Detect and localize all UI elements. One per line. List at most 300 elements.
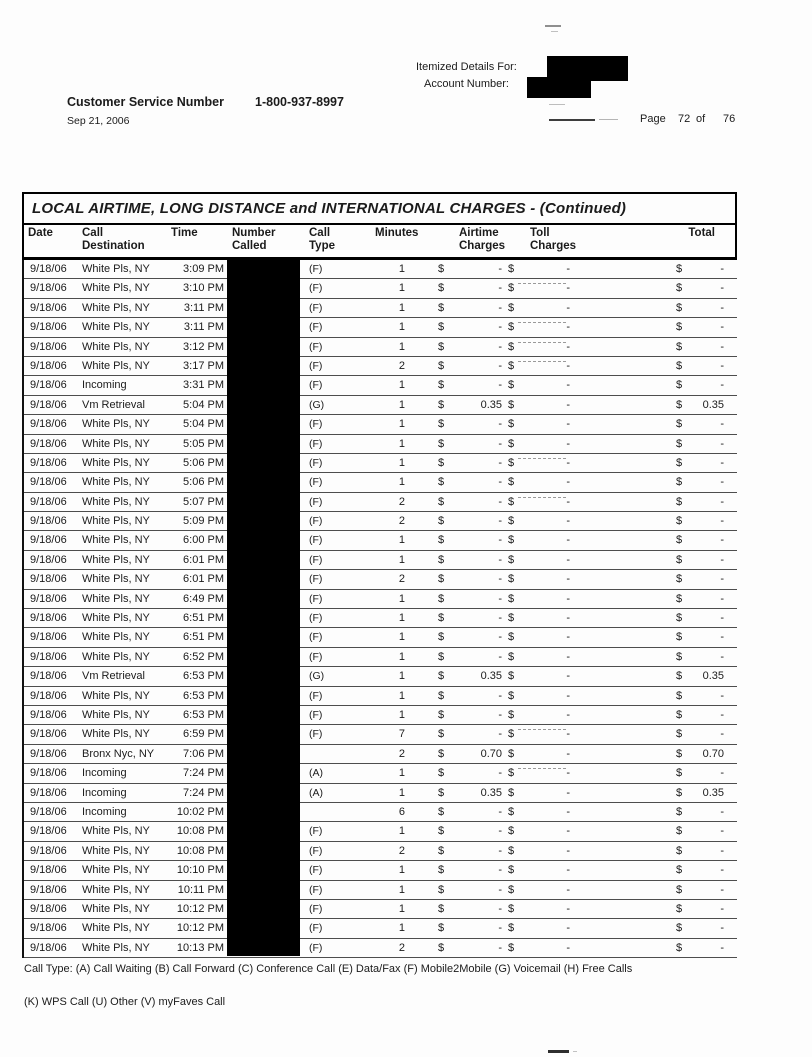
cell-date: 9/18/06 (30, 282, 67, 295)
table-row (24, 745, 737, 764)
cell-total: - (720, 534, 724, 547)
cell-call-type: (F) (309, 612, 323, 625)
cell-call-destination: White Pls, NY (82, 340, 150, 353)
table-row (24, 667, 737, 686)
cell-airtime-charges: - (498, 495, 502, 508)
cell-toll-currency: $ (508, 592, 515, 605)
cell-date: 9/18/06 (30, 864, 67, 877)
table-row (24, 628, 737, 647)
table-row (24, 590, 737, 609)
cell-total: - (720, 941, 724, 954)
cell-toll-charges: - (566, 670, 570, 683)
cell-date: 9/18/06 (30, 553, 67, 566)
cell-airtime-charges: - (498, 321, 502, 334)
itemized-details-label: Itemized Details For: (416, 61, 517, 73)
cell-total-currency: $ (676, 495, 683, 508)
cell-airtime-currency: $ (438, 747, 445, 760)
cell-call-destination: White Pls, NY (82, 883, 150, 896)
cell-call-destination: White Pls, NY (82, 825, 150, 838)
cell-airtime-charges: - (498, 437, 502, 450)
cell-total: 0.35 (702, 786, 724, 799)
cell-total-currency: $ (676, 728, 683, 741)
cell-total: - (720, 922, 724, 935)
cell-call-destination: Incoming (82, 767, 127, 780)
cell-airtime-currency: $ (438, 689, 445, 702)
table-row (24, 338, 737, 357)
table-row (24, 842, 737, 861)
cell-toll-currency: $ (508, 689, 515, 702)
cell-call-destination: White Pls, NY (82, 359, 150, 372)
cell-toll-currency: $ (508, 670, 515, 683)
cell-minutes: 7 (398, 728, 405, 741)
col-header-number-called: Number Called (232, 227, 276, 252)
cell-minutes: 1 (398, 864, 405, 877)
page-number: 72 (678, 113, 691, 125)
scan-artifact (518, 322, 566, 323)
cell-total: - (720, 321, 724, 334)
table-row (24, 415, 737, 434)
table-title: LOCAL AIRTIME, LONG DISTANCE and INTERNATIONAL CHARGES - (Continued) (24, 194, 735, 225)
cell-date: 9/18/06 (30, 612, 67, 625)
cell-toll-charges: - (566, 379, 570, 392)
cell-total: - (720, 573, 724, 586)
cell-total-currency: $ (676, 379, 683, 392)
cell-call-type: (F) (309, 476, 323, 489)
cell-call-destination: White Pls, NY (82, 612, 150, 625)
cell-toll-charges: - (566, 359, 570, 372)
cell-total-currency: $ (676, 689, 683, 702)
scan-artifact (599, 119, 618, 120)
cell-time: 3:11 PM (183, 301, 224, 314)
cell-toll-charges: - (566, 786, 570, 799)
cell-toll-currency: $ (508, 708, 515, 721)
cell-toll-currency: $ (508, 437, 515, 450)
cell-airtime-currency: $ (438, 301, 445, 314)
table-row (24, 570, 737, 589)
cell-date: 9/18/06 (30, 941, 67, 954)
cell-toll-charges: - (566, 495, 570, 508)
cell-total: - (720, 340, 724, 353)
redacted-number-called-column (227, 260, 300, 956)
scan-artifact (573, 1051, 577, 1052)
cell-toll-currency: $ (508, 650, 515, 663)
cell-airtime-charges: - (498, 631, 502, 644)
cell-time: 5:04 PM (183, 398, 224, 411)
cell-airtime-currency: $ (438, 767, 445, 780)
cell-airtime-charges: 0.70 (480, 747, 502, 760)
cell-time: 6:53 PM (183, 708, 224, 721)
cell-date: 9/18/06 (30, 495, 67, 508)
cell-minutes: 2 (398, 515, 405, 528)
cell-call-type: (G) (309, 398, 325, 411)
cell-call-destination: White Pls, NY (82, 437, 150, 450)
cell-airtime-charges: - (498, 553, 502, 566)
cell-total-currency: $ (676, 708, 683, 721)
cell-call-destination: White Pls, NY (82, 708, 150, 721)
table-row (24, 706, 737, 725)
cell-time: 5:04 PM (183, 418, 224, 431)
cell-airtime-charges: 0.35 (480, 670, 502, 683)
cell-airtime-currency: $ (438, 902, 445, 915)
cell-call-type: (F) (309, 553, 323, 566)
cell-toll-charges: - (566, 631, 570, 644)
table-row (24, 318, 737, 337)
table-row (24, 531, 737, 550)
page-of-label: of (696, 113, 706, 125)
cell-call-type: (A) (309, 767, 323, 780)
cell-date: 9/18/06 (30, 825, 67, 838)
cell-total-currency: $ (676, 515, 683, 528)
cell-airtime-charges: - (498, 825, 502, 838)
cell-total-currency: $ (676, 573, 683, 586)
cell-call-destination: White Pls, NY (82, 534, 150, 547)
cell-toll-currency: $ (508, 631, 515, 644)
cell-toll-charges: - (566, 747, 570, 760)
cell-toll-charges: - (566, 941, 570, 954)
cell-minutes: 1 (398, 708, 405, 721)
cell-call-type: (F) (309, 379, 323, 392)
cell-toll-currency: $ (508, 902, 515, 915)
cell-minutes: 1 (398, 398, 405, 411)
cell-airtime-charges: - (498, 883, 502, 896)
cell-airtime-currency: $ (438, 592, 445, 605)
cell-total: - (720, 883, 724, 896)
cell-airtime-charges: - (498, 476, 502, 489)
cell-call-type: (F) (309, 864, 323, 877)
cell-call-destination: White Pls, NY (82, 573, 150, 586)
table-row (24, 376, 737, 395)
cell-total: - (720, 418, 724, 431)
cell-total: - (720, 263, 724, 275)
cell-total: 0.70 (702, 747, 724, 760)
cell-call-destination: Incoming (82, 379, 127, 392)
cell-airtime-currency: $ (438, 728, 445, 741)
scan-artifact (518, 361, 566, 362)
cell-minutes: 1 (398, 922, 405, 935)
cell-airtime-charges: - (498, 767, 502, 780)
cell-minutes: 2 (398, 941, 405, 954)
scan-artifact (518, 342, 566, 343)
cell-minutes: 2 (398, 747, 405, 760)
cell-date: 9/18/06 (30, 340, 67, 353)
col-header-call-type: Call Type (309, 227, 335, 252)
cell-toll-currency: $ (508, 844, 515, 857)
cell-minutes: 1 (398, 689, 405, 702)
cell-airtime-charges: - (498, 359, 502, 372)
cell-airtime-charges: - (498, 263, 502, 275)
cell-time: 7:24 PM (183, 786, 224, 799)
scan-artifact (518, 283, 566, 284)
cell-toll-currency: $ (508, 805, 515, 818)
cell-call-destination: White Pls, NY (82, 728, 150, 741)
cell-call-type: (F) (309, 902, 323, 915)
cell-call-type: (F) (309, 922, 323, 935)
cell-toll-currency: $ (508, 747, 515, 760)
cell-total: - (720, 708, 724, 721)
cell-total: - (720, 592, 724, 605)
cell-call-destination: White Pls, NY (82, 689, 150, 702)
table-row (24, 551, 737, 570)
table-row (24, 396, 737, 415)
page-label: Page (640, 113, 666, 125)
cell-toll-charges: - (566, 534, 570, 547)
cell-airtime-charges: - (498, 805, 502, 818)
cell-toll-currency: $ (508, 398, 515, 411)
cell-date: 9/18/06 (30, 321, 67, 334)
table-row (24, 260, 737, 279)
cell-airtime-currency: $ (438, 786, 445, 799)
cell-call-destination: White Pls, NY (82, 495, 150, 508)
cell-call-destination: White Pls, NY (82, 553, 150, 566)
cell-date: 9/18/06 (30, 883, 67, 896)
cell-call-type: (F) (309, 418, 323, 431)
cell-total-currency: $ (676, 844, 683, 857)
page-total: 76 (723, 113, 736, 125)
cell-minutes: 1 (398, 340, 405, 353)
cell-total: - (720, 650, 724, 663)
cell-total: - (720, 612, 724, 625)
customer-service-number: 1-800-937-8997 (255, 95, 344, 109)
cell-time: 6:51 PM (183, 631, 224, 644)
cell-total: - (720, 728, 724, 741)
cell-minutes: 1 (398, 379, 405, 392)
cell-minutes: 1 (398, 456, 405, 469)
cell-airtime-charges: 0.35 (480, 786, 502, 799)
cell-date: 9/18/06 (30, 844, 67, 857)
cell-airtime-charges: - (498, 301, 502, 314)
cell-minutes: 2 (398, 844, 405, 857)
cell-time: 5:09 PM (183, 515, 224, 528)
call-type-legend-line2: (K) WPS Call (U) Other (V) myFaves Call (24, 996, 226, 1008)
cell-total: - (720, 767, 724, 780)
cell-toll-charges: - (566, 728, 570, 741)
cell-time: 5:05 PM (183, 437, 224, 450)
customer-service-label: Customer Service Number (67, 95, 225, 109)
cell-time: 10:10 PM (176, 864, 224, 877)
cell-date: 9/18/06 (30, 456, 67, 469)
cell-toll-currency: $ (508, 495, 515, 508)
cell-airtime-currency: $ (438, 805, 445, 818)
cell-minutes: 2 (398, 573, 405, 586)
cell-total: - (720, 902, 724, 915)
cell-date: 9/18/06 (30, 631, 67, 644)
cell-toll-currency: $ (508, 359, 515, 372)
cell-total: - (720, 515, 724, 528)
cell-toll-currency: $ (508, 728, 515, 741)
cell-total-currency: $ (676, 553, 683, 566)
cell-date: 9/18/06 (30, 301, 67, 314)
cell-minutes: 1 (398, 263, 405, 275)
scan-artifact (548, 1050, 569, 1053)
cell-date: 9/18/06 (30, 902, 67, 915)
cell-total: - (720, 825, 724, 838)
cell-minutes: 6 (398, 805, 405, 818)
cell-call-destination: White Pls, NY (82, 941, 150, 954)
cell-date: 9/18/06 (30, 708, 67, 721)
cell-minutes: 1 (398, 418, 405, 431)
cell-total: - (720, 437, 724, 450)
cell-total-currency: $ (676, 456, 683, 469)
cell-total-currency: $ (676, 883, 683, 896)
cell-toll-charges: - (566, 844, 570, 857)
scan-artifact (549, 104, 565, 105)
cell-call-destination: White Pls, NY (82, 282, 150, 295)
cell-airtime-charges: - (498, 650, 502, 663)
cell-minutes: 1 (398, 650, 405, 663)
cell-date: 9/18/06 (30, 786, 67, 799)
cell-airtime-currency: $ (438, 321, 445, 334)
cell-call-type: (F) (309, 321, 323, 334)
cell-toll-currency: $ (508, 340, 515, 353)
cell-total: 0.35 (702, 398, 724, 411)
cell-airtime-currency: $ (438, 650, 445, 663)
cell-call-destination: White Pls, NY (82, 592, 150, 605)
cell-toll-charges: - (566, 282, 570, 295)
cell-airtime-currency: $ (438, 708, 445, 721)
cell-minutes: 1 (398, 282, 405, 295)
cell-airtime-charges: - (498, 418, 502, 431)
cell-total-currency: $ (676, 650, 683, 663)
col-header-total: Total (688, 227, 715, 239)
cell-time: 6:51 PM (183, 612, 224, 625)
cell-airtime-currency: $ (438, 359, 445, 372)
table-row (24, 279, 737, 298)
scan-artifact (549, 119, 595, 121)
cell-toll-charges: - (566, 708, 570, 721)
table-row (24, 687, 737, 706)
cell-date: 9/18/06 (30, 767, 67, 780)
cell-total: - (720, 456, 724, 469)
col-header-date: Date (28, 227, 53, 239)
cell-toll-charges: - (566, 263, 570, 275)
cell-time: 7:24 PM (183, 767, 224, 780)
cell-toll-currency: $ (508, 418, 515, 431)
cell-total-currency: $ (676, 340, 683, 353)
cell-toll-charges: - (566, 767, 570, 780)
cell-total-currency: $ (676, 612, 683, 625)
cell-time: 6:49 PM (183, 592, 224, 605)
cell-call-destination: White Pls, NY (82, 844, 150, 857)
cell-call-destination: White Pls, NY (82, 922, 150, 935)
cell-airtime-currency: $ (438, 340, 445, 353)
cell-airtime-charges: - (498, 515, 502, 528)
cell-airtime-charges: - (498, 573, 502, 586)
cell-time: 10:13 PM (176, 941, 224, 954)
cell-total-currency: $ (676, 282, 683, 295)
cell-total-currency: $ (676, 476, 683, 489)
table-row (24, 512, 737, 531)
table-row (24, 764, 737, 783)
cell-call-destination: Vm Retrieval (82, 670, 145, 683)
cell-date: 9/18/06 (30, 592, 67, 605)
table-row (24, 822, 737, 841)
cell-call-type: (F) (309, 340, 323, 353)
table-row (24, 473, 737, 492)
cell-toll-charges: - (566, 476, 570, 489)
table-row (24, 454, 737, 473)
cell-airtime-charges: - (498, 612, 502, 625)
cell-toll-charges: - (566, 592, 570, 605)
cell-airtime-currency: $ (438, 263, 445, 275)
cell-date: 9/18/06 (30, 670, 67, 683)
cell-airtime-currency: $ (438, 476, 445, 489)
cell-call-type: (F) (309, 515, 323, 528)
cell-time: 6:53 PM (183, 670, 224, 683)
cell-total: - (720, 805, 724, 818)
charges-table (22, 192, 737, 958)
cell-airtime-currency: $ (438, 398, 445, 411)
cell-airtime-currency: $ (438, 515, 445, 528)
cell-call-type: (F) (309, 941, 323, 954)
table-row (24, 357, 737, 376)
cell-airtime-currency: $ (438, 282, 445, 295)
cell-airtime-currency: $ (438, 379, 445, 392)
cell-call-type: (F) (309, 301, 323, 314)
cell-toll-currency: $ (508, 786, 515, 799)
cell-total-currency: $ (676, 747, 683, 760)
col-header-call-destination: Call Destination (82, 227, 145, 252)
cell-date: 9/18/06 (30, 476, 67, 489)
cell-total-currency: $ (676, 301, 683, 314)
cell-date: 9/18/06 (30, 437, 67, 450)
cell-toll-charges: - (566, 883, 570, 896)
cell-toll-charges: - (566, 456, 570, 469)
cell-toll-currency: $ (508, 922, 515, 935)
cell-toll-currency: $ (508, 534, 515, 547)
cell-date: 9/18/06 (30, 689, 67, 702)
cell-call-destination: Bronx Nyc, NY (82, 747, 155, 760)
cell-airtime-charges: - (498, 844, 502, 857)
cell-time: 6:59 PM (183, 728, 224, 741)
cell-airtime-charges: - (498, 902, 502, 915)
cell-total-currency: $ (676, 767, 683, 780)
table-row (24, 939, 737, 958)
cell-call-type: (F) (309, 825, 323, 838)
cell-call-type: (F) (309, 708, 323, 721)
cell-airtime-currency: $ (438, 922, 445, 935)
cell-total-currency: $ (676, 437, 683, 450)
cell-call-destination: White Pls, NY (82, 418, 150, 431)
cell-toll-currency: $ (508, 612, 515, 625)
cell-time: 3:10 PM (183, 282, 224, 295)
cell-airtime-charges: - (498, 864, 502, 877)
cell-total-currency: $ (676, 631, 683, 644)
cell-toll-currency: $ (508, 476, 515, 489)
cell-call-type: (F) (309, 495, 323, 508)
scan-artifact (518, 768, 566, 769)
cell-total-currency: $ (676, 786, 683, 799)
cell-time: 10:08 PM (176, 825, 224, 838)
table-row (24, 609, 737, 628)
scan-artifact (551, 31, 558, 32)
cell-total-currency: $ (676, 592, 683, 605)
cell-call-type: (F) (309, 456, 323, 469)
cell-call-type: (F) (309, 631, 323, 644)
cell-airtime-charges: - (498, 941, 502, 954)
cell-time: 6:52 PM (183, 650, 224, 663)
cell-call-type: (G) (309, 670, 325, 683)
cell-toll-currency: $ (508, 825, 515, 838)
cell-date: 9/18/06 (30, 650, 67, 663)
cell-minutes: 1 (398, 631, 405, 644)
bill-date: Sep 21, 2006 (67, 115, 130, 127)
cell-toll-currency: $ (508, 456, 515, 469)
cell-total-currency: $ (676, 902, 683, 915)
cell-minutes: 1 (398, 902, 405, 915)
cell-call-type: (F) (309, 844, 323, 857)
cell-date: 9/18/06 (30, 515, 67, 528)
cell-call-type: (F) (309, 728, 323, 741)
